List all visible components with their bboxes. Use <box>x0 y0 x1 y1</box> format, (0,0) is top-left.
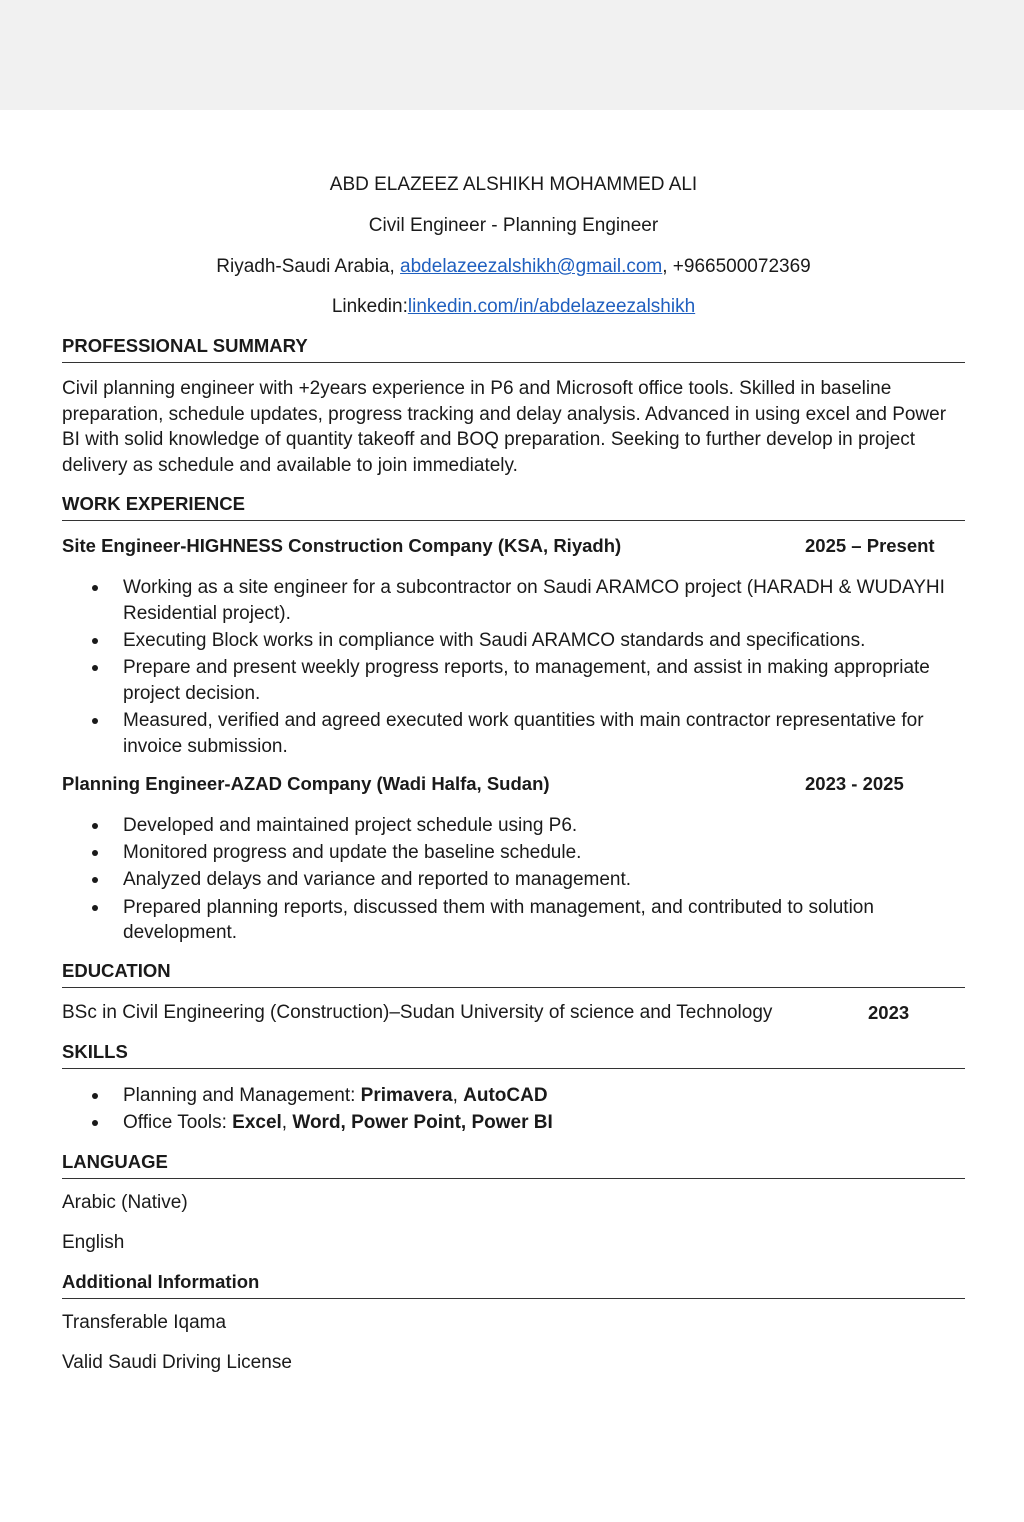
section-heading-education: EDUCATION <box>62 960 965 988</box>
bullet-icon <box>92 877 98 883</box>
bullet-icon <box>92 850 98 856</box>
education-degree: BSc in Civil Engineering (Construction)–Sudan University of science and Technology <box>62 1002 773 1023</box>
section-heading-language: LANGUAGE <box>62 1151 965 1179</box>
job-1-bullets <box>62 575 952 761</box>
skills-list <box>62 1083 952 1137</box>
job-dates-2: 2023 - 2025 <box>805 773 904 794</box>
list-item: Prepared planning reports, discussed them with management, and contributed to solution development. <box>62 895 952 946</box>
section-heading-experience: WORK EXPERIENCE <box>62 493 965 521</box>
summary-text: Civil planning engineer with +2years experience in P6 and Microsoft office tools. Skilled in baseline preparation, schedule updates, progress tracking and delay analysis. Advanced in using excel and Power BI with solid knowledge of quantity takeoff and BOQ preparation. Seeking to further develop in project delivery as schedule and available to join immediately. <box>62 378 947 477</box>
bullet-icon <box>92 585 98 591</box>
language-item: Arabic (Native) <box>62 1192 188 1213</box>
list-item: Prepare and present weekly progress reports, to management, and assist in making appropriate project decision. <box>62 655 952 706</box>
linkedin-label: Linkedin: <box>331 296 408 317</box>
contact-line <box>62 256 965 278</box>
education-year: 2023 <box>868 1002 910 1023</box>
phone-text: , +966500072369 <box>662 256 811 277</box>
candidate-name: ABD ELAZEEZ ALSHIKH MOHAMMED ALI <box>329 174 698 195</box>
bullet-icon <box>92 638 98 644</box>
language-item: English <box>62 1232 125 1253</box>
bullet-icon <box>92 665 98 671</box>
job-dates-1: 2025 – Present <box>805 535 935 556</box>
bullet-icon <box>92 1120 98 1126</box>
top-gray-band <box>0 0 1024 110</box>
list-item: Planning and Management: Primavera, AutoCAD <box>62 1083 952 1109</box>
additional-item: Transferable Iqama <box>62 1312 227 1333</box>
list-item: Measured, verified and agreed executed work quantities with main contractor representative for invoice submission. <box>62 708 952 759</box>
bullet-icon <box>92 718 98 724</box>
additional-item: Valid Saudi Driving License <box>62 1352 292 1373</box>
list-item: Executing Block works in compliance with Saudi ARAMCO standards and specifications. <box>62 628 952 654</box>
list-item: Analyzed delays and variance and reported to management. <box>62 867 952 893</box>
linkedin-link[interactable]: linkedin.com/in/abdelazeezalshikh <box>407 296 696 317</box>
list-item: Working as a site engineer for a subcontractor on Saudi ARAMCO project (HARADH & WUDAYHI Residential project). <box>62 575 952 626</box>
section-heading-summary: PROFESSIONAL SUMMARY <box>62 335 965 363</box>
job-title-2: Planning Engineer-AZAD Company (Wadi Halfa, Sudan) <box>62 773 550 794</box>
bullet-icon <box>92 905 98 911</box>
bullet-icon <box>92 823 98 829</box>
list-item: Developed and maintained project schedule using P6. <box>62 813 952 839</box>
job-2-bullets <box>62 813 952 948</box>
list-item: Office Tools: Excel, Word, Power Point, Power BI <box>62 1110 952 1136</box>
email-link[interactable]: abdelazeezalshikh@gmail.com <box>400 256 663 277</box>
location-text: Riyadh-Saudi Arabia, <box>216 256 401 277</box>
section-heading-additional: Additional Information <box>62 1271 965 1299</box>
job-title-1: Site Engineer-HIGHNESS Construction Company (KSA, Riyadh) <box>62 535 622 556</box>
list-item: Monitored progress and update the baseline schedule. <box>62 840 952 866</box>
candidate-title: Civil Engineer - Planning Engineer <box>368 215 659 236</box>
linkedin-line <box>62 296 965 318</box>
section-heading-skills: SKILLS <box>62 1041 965 1069</box>
bullet-icon <box>92 1093 98 1099</box>
